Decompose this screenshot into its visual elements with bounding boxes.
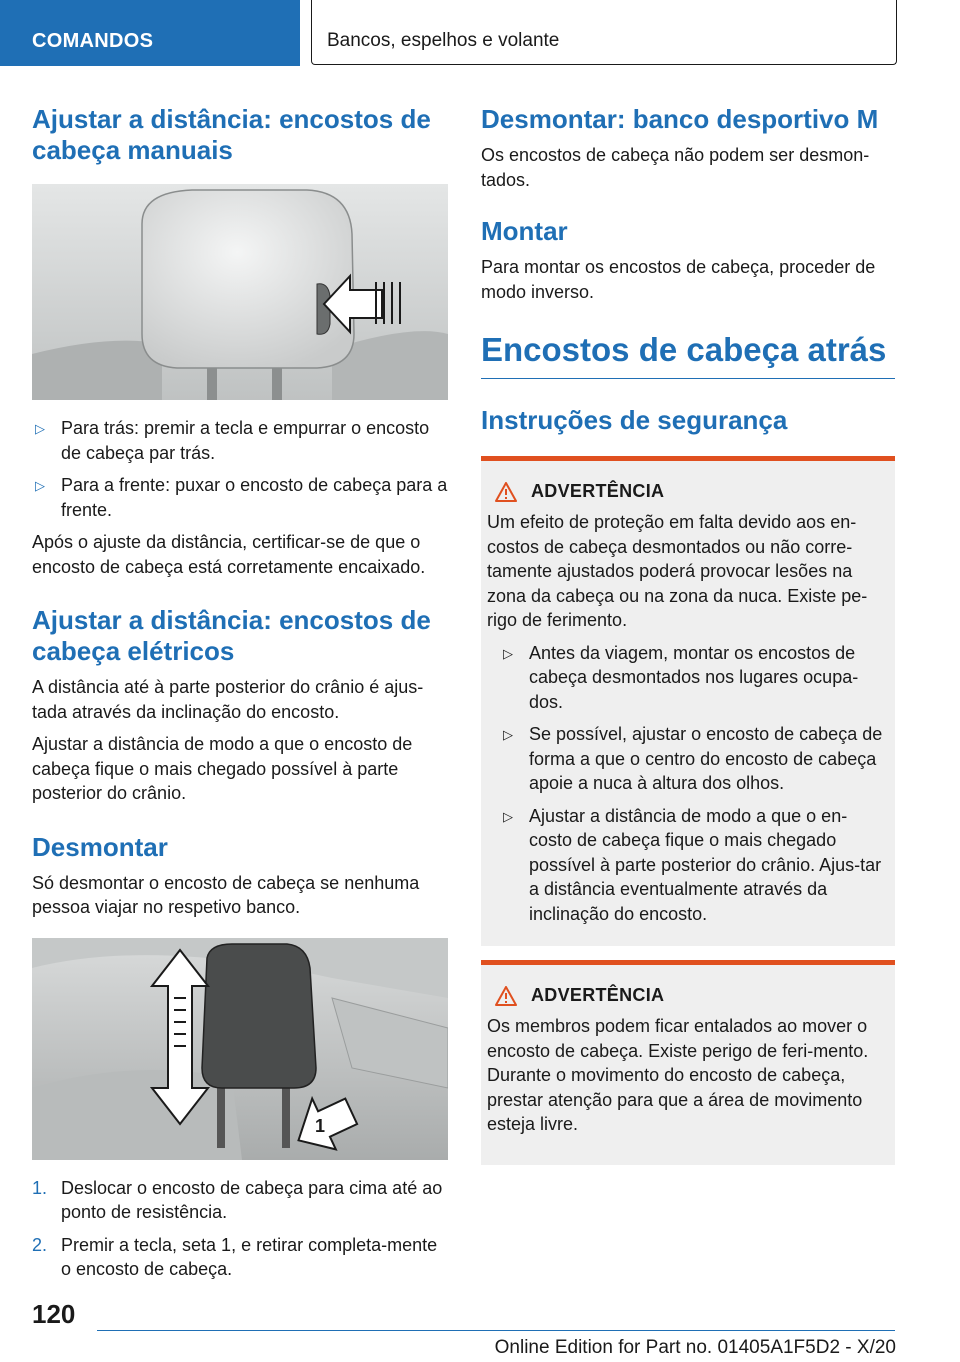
- figure-callout-label: 1: [315, 1115, 326, 1136]
- heading-desportivo: Desmontar: banco desportivo M: [481, 104, 879, 134]
- heading-encostos-atras: Encostos de cabeça atrás: [481, 331, 887, 368]
- warning-title: ADVERTÊNCIA: [487, 481, 889, 502]
- headrest-remove-illustration: [32, 938, 448, 1160]
- bullet-triangle-icon: ▷: [503, 645, 513, 661]
- warning-triangle-icon: [495, 482, 517, 502]
- list-item: ▷ Antes da viagem, montar os encostos de cabeça desmontados nos lugares ocupa-dos.: [503, 642, 859, 712]
- bullet-triangle-icon: ▷: [35, 478, 45, 493]
- figure-headrest-remove: [32, 938, 448, 1160]
- list-item: ▷ Para a frente: puxar o encosto de cabeça para a frente.: [35, 475, 448, 520]
- heading-seguranca: Instruções de segurança: [481, 405, 788, 435]
- bullet-triangle-icon: ▷: [503, 808, 513, 824]
- chapter-header: [311, 0, 897, 65]
- list-item: ▷ Se possível, ajustar o encosto de cabeça de forma a que o centro do encosto de cabeça apoie a nuca à altura dos olhos.: [503, 724, 883, 793]
- page-number: 120: [32, 1299, 76, 1329]
- headrest-manual-illustration: [32, 184, 448, 400]
- paragraph-eletrico-2: Ajustar a distância de modo a que o encosto de cabeça fique o mais chegado possível à parte posterior do crânio.: [32, 734, 413, 803]
- paragraph-desportivo: Os encostos de cabeça não podem ser desmon-tados.: [481, 145, 870, 190]
- bullet-triangle-icon: ▷: [35, 421, 45, 436]
- paragraph-montar: Para montar os encostos de cabeça, proceder de modo inverso.: [481, 257, 876, 302]
- section-label: COMANDOS: [32, 30, 154, 52]
- section-tab: [0, 0, 300, 66]
- warning-text: Um efeito de proteção em falta devido aos en-costos de cabeça desmontados ou não corre-tamente ajustados poderá provocar lesões na zona da cabeça ou na zona da nuca. Existe pe-rigo de ferimento.: [487, 512, 868, 630]
- heading-distancia-eletrico: Ajustar a distância: encostos de cabeça elétricos: [32, 605, 431, 666]
- chapter-title: Bancos, espelhos e volante: [327, 30, 560, 51]
- footer-edition: Online Edition for Part no. 01405A1F5D2 - X/20: [494, 1337, 896, 1358]
- heading-underline: [481, 378, 895, 379]
- figure-headrest-manual: [32, 184, 448, 400]
- warning-title: ADVERTÊNCIA: [487, 985, 889, 1006]
- warning-box-2: [481, 960, 895, 1165]
- heading-desmontar: Desmontar: [32, 831, 168, 862]
- list-item: ▷ Ajustar a distância de modo a que o en-costo de cabeça fique o mais chegado possível à parte posterior do crânio. Ajus-tar a distância eventualmente através da inclinação do encosto.: [503, 805, 882, 924]
- list-item: ▷ Para trás: premir a tecla e empurrar o encosto de cabeça par trás.: [35, 418, 430, 463]
- heading-distancia-manual: Ajustar a distância: encostos de cabeça manuais: [32, 104, 431, 165]
- left-column: [32, 104, 448, 1290]
- list-item: 1. Deslocar o encosto de cabeça para cima até ao ponto de resistência.: [32, 1177, 443, 1222]
- list-item: 2. Premir a tecla, seta 1, e retirar completa-mente o encosto de cabeça.: [32, 1234, 438, 1279]
- warning-triangle-icon: [495, 986, 517, 1006]
- heading-montar: Montar: [481, 216, 568, 246]
- paragraph-apos: Após o ajuste da distância, certificar-se de que o encosto de cabeça está corretamente encaixado.: [32, 532, 426, 577]
- right-column: [481, 104, 895, 1165]
- warning-text: Os membros podem ficar entalados ao mover o encosto de cabeça. Existe perigo de feri-mento. Durante o movimento do encosto de cabeça, prestar atenção para que a área de movimento esteja livre.: [487, 1016, 869, 1134]
- paragraph-eletrico-1: A distância até à parte posterior do crânio é ajus-tada através da inclinação do encosto.: [32, 677, 424, 722]
- paragraph-desmontar: Só desmontar o encosto de cabeça se nenhuma pessoa viajar no respetivo banco.: [32, 872, 420, 917]
- footer-divider: [97, 1330, 895, 1331]
- warning-box-1: [481, 456, 895, 946]
- bullet-triangle-icon: ▷: [503, 727, 513, 742]
